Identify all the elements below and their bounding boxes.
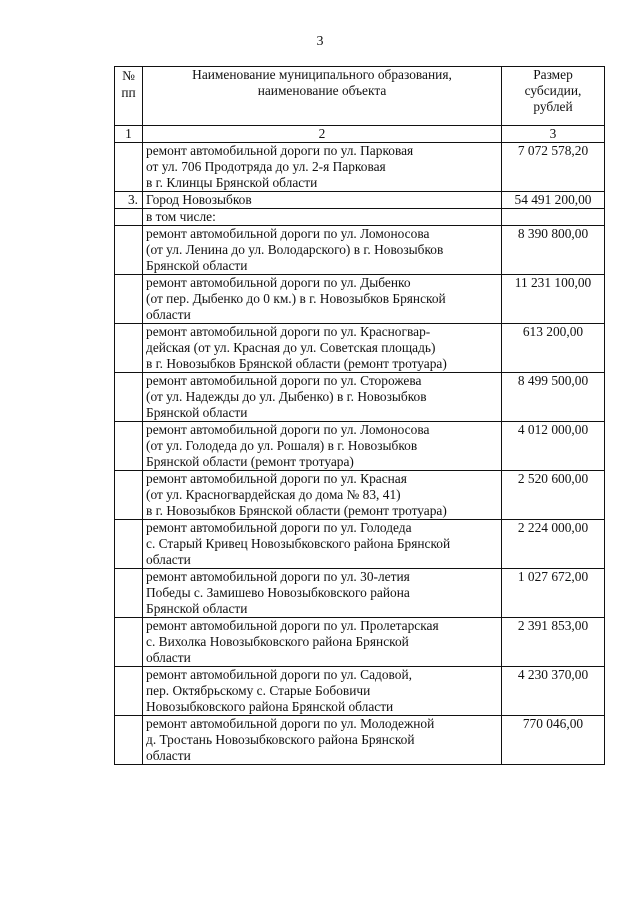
row-amount: 613 200,00 <box>502 324 605 373</box>
row-object-name: ремонт автомобильной дороги по ул. Ломоносова (от ул. Ленина до ул. Володарского) в г. Новозыбков Брянской области <box>143 226 502 275</box>
table-row <box>115 324 605 373</box>
table-row <box>115 226 605 275</box>
row-number <box>115 471 143 520</box>
row-object-name: ремонт автомобильной дороги по ул. Садовой, пер. Октябрьскому с. Старые Бобовичи Новозыбковского района Брянской области <box>143 667 502 716</box>
column-index-2: 2 <box>143 126 502 143</box>
row-number: 3. <box>115 192 143 209</box>
page-number: 3 <box>316 34 324 49</box>
row-number <box>115 569 143 618</box>
row-amount: 8 390 800,00 <box>502 226 605 275</box>
row-amount: 770 046,00 <box>502 716 605 765</box>
table-row <box>115 192 605 209</box>
row-object-name: в том числе: <box>143 209 502 226</box>
row-object-name: ремонт автомобильной дороги по ул. Красногвар- дейская (от ул. Красная до ул. Советская площадь) в г. Новозыбков Брянской области (ремонт тротуара) <box>143 324 502 373</box>
header-amount: Размер субсидии, рублей <box>502 67 605 126</box>
row-number <box>115 520 143 569</box>
row-number <box>115 275 143 324</box>
table-row <box>115 471 605 520</box>
table-row <box>115 618 605 667</box>
header-name: Наименование муниципального образования, наименование объекта <box>143 67 502 126</box>
table-body <box>115 67 605 765</box>
row-object-name: ремонт автомобильной дороги по ул. Сторожева (от ул. Надежды до ул. Дыбенко) в г. Новозыбков Брянской области <box>143 373 502 422</box>
row-amount: 4 230 370,00 <box>502 667 605 716</box>
row-object-name: ремонт автомобильной дороги по ул. 30-летия Победы с. Замишево Новозыбковского района Брянской области <box>143 569 502 618</box>
table-row <box>115 373 605 422</box>
row-number <box>115 667 143 716</box>
row-amount: 2 224 000,00 <box>502 520 605 569</box>
subsidy-table <box>114 66 605 765</box>
row-amount: 1 027 672,00 <box>502 569 605 618</box>
row-amount: 7 072 578,20 <box>502 143 605 192</box>
row-number <box>115 422 143 471</box>
row-object-name: Город Новозыбков <box>143 192 502 209</box>
row-amount: 8 499 500,00 <box>502 373 605 422</box>
row-number <box>115 209 143 226</box>
column-index-1: 1 <box>115 126 143 143</box>
row-number <box>115 226 143 275</box>
table-row <box>115 716 605 765</box>
row-amount: 2 520 600,00 <box>502 471 605 520</box>
table-row <box>115 520 605 569</box>
table-header-row <box>115 67 605 126</box>
table-row <box>115 143 605 192</box>
row-number <box>115 618 143 667</box>
row-object-name: ремонт автомобильной дороги по ул. Голодеда с. Старый Кривец Новозыбковского района Брянской области <box>143 520 502 569</box>
row-amount: 11 231 100,00 <box>502 275 605 324</box>
row-object-name: ремонт автомобильной дороги по ул. Ломоносова (от ул. Голодеда до ул. Рошаля) в г. Новозыбков Брянской области (ремонт тротуара) <box>143 422 502 471</box>
row-amount: 2 391 853,00 <box>502 618 605 667</box>
row-object-name: ремонт автомобильной дороги по ул. Дыбенко (от пер. Дыбенко до 0 км.) в г. Новозыбков Брянской области <box>143 275 502 324</box>
table-row <box>115 569 605 618</box>
table-row <box>115 275 605 324</box>
column-index-row <box>115 126 605 143</box>
row-number <box>115 716 143 765</box>
row-object-name: ремонт автомобильной дороги по ул. Пролетарская с. Вихолка Новозыбковского района Брянской области <box>143 618 502 667</box>
row-amount: 54 491 200,00 <box>502 192 605 209</box>
row-amount <box>502 209 605 226</box>
row-number <box>115 373 143 422</box>
column-index-3: 3 <box>502 126 605 143</box>
table-row <box>115 422 605 471</box>
row-amount: 4 012 000,00 <box>502 422 605 471</box>
row-object-name: ремонт автомобильной дороги по ул. Молодежной д. Тростань Новозыбковского района Брянской области <box>143 716 502 765</box>
row-number <box>115 143 143 192</box>
table-row <box>115 667 605 716</box>
row-object-name: ремонт автомобильной дороги по ул. Красная (от ул. Красногвардейская до дома № 83, 41) в г. Новозыбков Брянской области (ремонт тротуара) <box>143 471 502 520</box>
row-number <box>115 324 143 373</box>
header-number: № пп <box>115 67 143 126</box>
table-row <box>115 209 605 226</box>
row-object-name: ремонт автомобильной дороги по ул. Парковая от ул. 706 Продотряда до ул. 2-я Парковая в г. Клинцы Брянской области <box>143 143 502 192</box>
